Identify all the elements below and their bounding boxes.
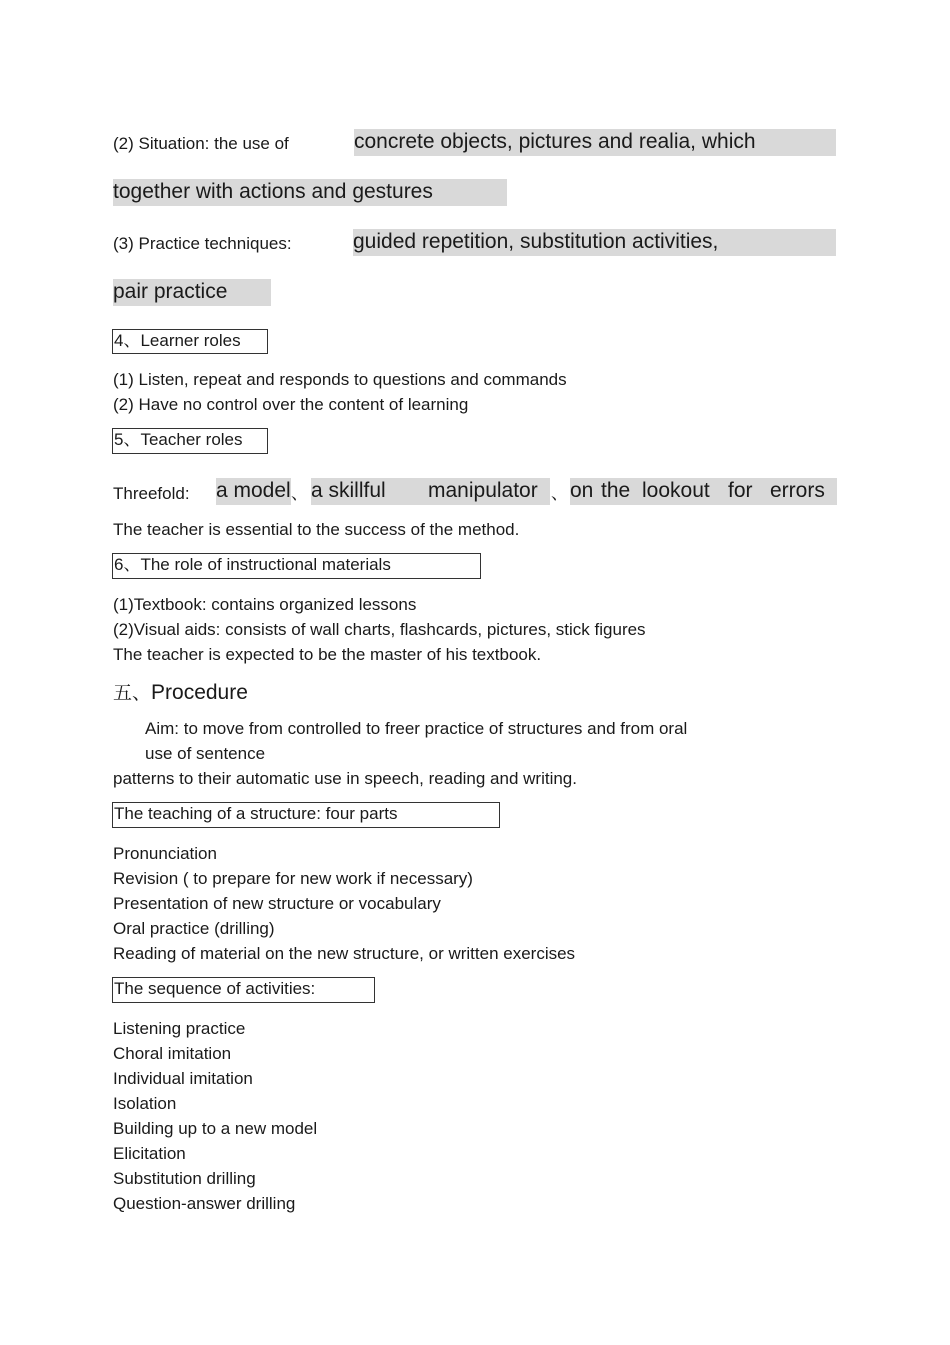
list-item: (1) Listen, repeat and responds to questions and commands xyxy=(113,370,567,389)
list-item: Individual imitation xyxy=(113,1069,253,1088)
list-item: (2) Have no control over the content of learning xyxy=(113,395,469,414)
list-item: Question-answer drilling xyxy=(113,1194,296,1213)
structure-heading: The teaching of a structure: four parts xyxy=(112,802,500,828)
list-item: Isolation xyxy=(113,1094,177,1113)
list-item: Listening practice xyxy=(113,1019,246,1038)
threefold-label: Threefold: xyxy=(113,484,190,503)
learner-roles-heading: 4、Learner roles xyxy=(112,329,268,354)
role-lookout-word: the xyxy=(601,479,631,502)
list-item: Revision ( to prepare for new work if necessary) xyxy=(113,869,473,888)
practice-line-2: pair practice xyxy=(113,280,228,303)
list-item: Presentation of new structure or vocabulary xyxy=(113,894,441,913)
list-item: Oral practice (drilling) xyxy=(113,919,275,938)
situation-label: (2) Situation: the use of xyxy=(113,134,289,153)
structure-list xyxy=(113,841,575,966)
role-lookout-word: on xyxy=(570,479,594,502)
list-item: Elicitation xyxy=(113,1144,186,1163)
role-lookout-word: errors xyxy=(770,479,825,502)
aim-line-3: patterns to their automatic use in speech, reading and writing. xyxy=(113,769,577,788)
aim-line-1: Aim: to move from controlled to freer practice of structures and from oral xyxy=(145,719,688,738)
role-manipulator: manipulator xyxy=(428,479,538,502)
teacher-roles-heading: 5、Teacher roles xyxy=(112,428,268,454)
list-item: Building up to a new model xyxy=(113,1119,318,1138)
learner-roles-list xyxy=(113,367,567,417)
materials-list xyxy=(113,592,646,667)
role-lookout-word: lookout xyxy=(642,479,710,502)
role-model: a model xyxy=(216,479,291,502)
role-skillful: a skillful xyxy=(311,479,386,502)
list-item: Pronunciation xyxy=(113,844,217,863)
sequence-list xyxy=(113,1016,317,1216)
practice-label: (3) Practice techniques: xyxy=(113,234,292,253)
role-lookout-word: for xyxy=(728,479,753,502)
situation-line-2: together with actions and gestures xyxy=(113,180,433,203)
materials-heading: 6、The role of instructional materials xyxy=(112,553,481,579)
aim-line-2: use of sentence xyxy=(145,744,266,763)
teacher-note: The teacher is essential to the success of the method. xyxy=(113,520,520,539)
situation-line-1: concrete objects, pictures and realia, which xyxy=(354,130,756,153)
procedure-title: Procedure xyxy=(151,681,248,704)
list-item: Reading of material on the new structure, or written exercises xyxy=(113,944,576,963)
list-item: The teacher is expected to be the master of his textbook. xyxy=(113,645,542,664)
sequence-heading: The sequence of activities: xyxy=(112,977,375,1003)
procedure-number: 五、 xyxy=(113,682,152,704)
list-item: Choral imitation xyxy=(113,1044,232,1063)
procedure-heading xyxy=(113,679,248,707)
role-separator: 、 xyxy=(551,484,568,503)
list-item: Substitution drilling xyxy=(113,1169,256,1188)
list-item: (2)Visual aids: consists of wall charts, flashcards, pictures, stick figures xyxy=(113,620,646,639)
role-separator: 、 xyxy=(291,484,308,503)
list-item: (1)Textbook: contains organized lessons xyxy=(113,595,417,614)
practice-line-1: guided repetition, substitution activities, xyxy=(353,230,719,253)
